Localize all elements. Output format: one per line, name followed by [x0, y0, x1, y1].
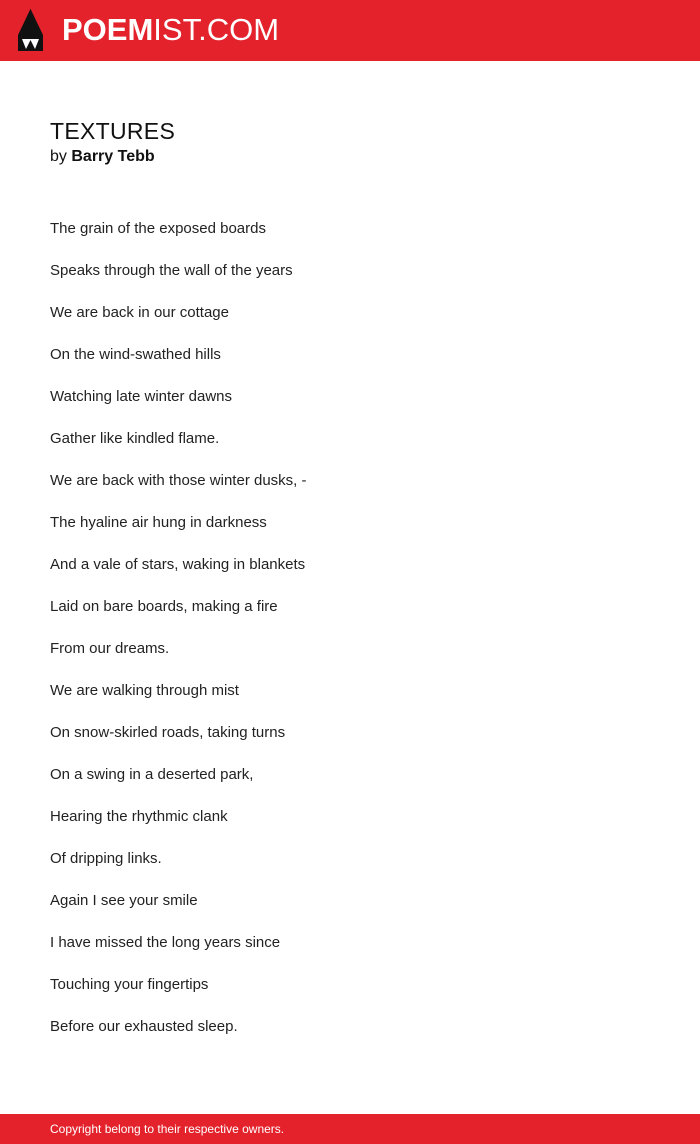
poem-line: We are walking through mist [50, 682, 239, 699]
poem-body [50, 219, 650, 1059]
poem-line: Touching your fingertips [50, 976, 209, 993]
poem-line: On a swing in a deserted park, [50, 766, 254, 783]
site-header [0, 0, 700, 61]
poem-line: We are back in our cottage [50, 304, 229, 321]
poem-line: On the wind-swathed hills [50, 346, 221, 363]
copyright-text: Copyright belong to their respective owners. [50, 1122, 285, 1136]
site-footer [0, 1114, 700, 1144]
site-logo[interactable] [62, 12, 279, 48]
poem-line: Before our exhausted sleep. [50, 1018, 238, 1035]
poem-title: TEXTURES [50, 118, 176, 144]
poem-line: The grain of the exposed boards [50, 220, 266, 237]
logo-bold-text: POEM [62, 12, 154, 47]
poem-line: Of dripping links. [50, 850, 162, 867]
by-label: by [50, 148, 67, 165]
poem-line: Laid on bare boards, making a fire [50, 598, 278, 615]
byline [50, 147, 650, 167]
poem-line: On snow-skirled roads, taking turns [50, 724, 286, 741]
logo-light-text: IST.COM [153, 12, 280, 47]
poem-line: Speaks through the wall of the years [50, 262, 293, 279]
poem-line: And a vale of stars, waking in blankets [50, 556, 306, 573]
poem-line: From our dreams. [50, 640, 170, 657]
poem-line: The hyaline air hung in darkness [50, 514, 267, 531]
poem-line: Again I see your smile [50, 892, 198, 909]
poem-line: I have missed the long years since [50, 934, 281, 951]
poem-line: Gather like kindled flame. [50, 430, 220, 447]
poem-line: Watching late winter dawns [50, 388, 233, 405]
author-name: Barry Tebb [71, 148, 155, 165]
poem-line: We are back with those winter dusks, - [50, 472, 307, 489]
pencil-icon[interactable] [18, 9, 43, 51]
poem-line: Hearing the rhythmic clank [50, 808, 228, 825]
poem-header [50, 117, 650, 167]
